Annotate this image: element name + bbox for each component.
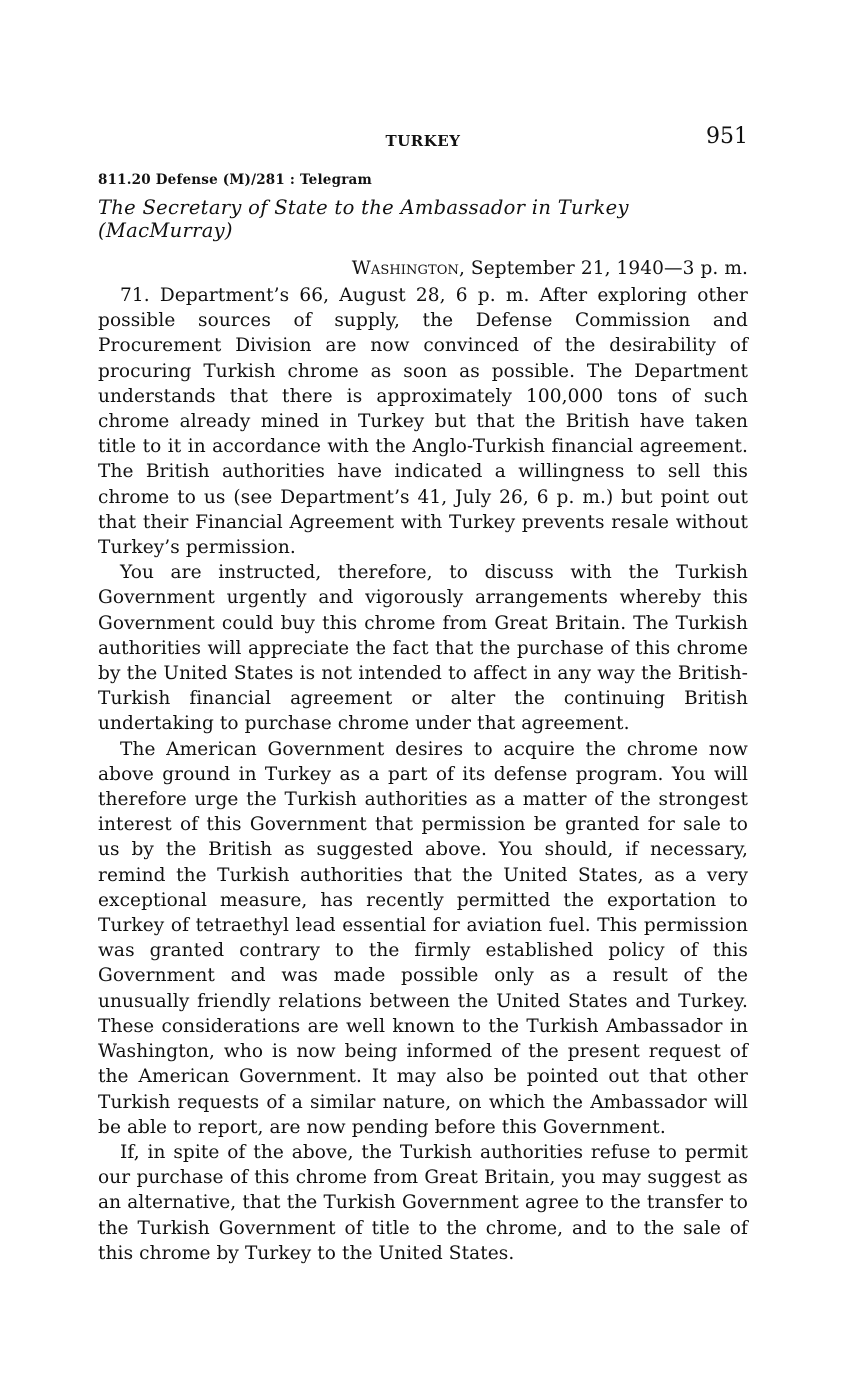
running-title: TURKEY [385, 132, 461, 150]
telegram-body [98, 283, 748, 1266]
file-reference: 811.20 Defense (M)/281 : Telegram [98, 172, 372, 188]
running-head [98, 118, 748, 158]
paragraph: 71. Department’s 66, August 28, 6 p. m. After exploring other possible sources of supply, the Defense Commission and Procurement Division are now convinced of the desirability of procuring Turkish chrome as soon as possible. The Department understands that there is approximately 100,000 tons of such chrome already mined in Turkey but that the British have taken title to it in accordance with the Anglo-Turkish financial agreement. The British authorities have indicated a willingness to sell this chrome to us (see Department’s 41, July 26, 6 p. m.) but point out that their Financial Agreement with Turkey prevents resale without Turkey’s permission. [98, 285, 748, 559]
paragraph: The American Government desires to acquire the chrome now above ground in Turkey as a part of its defense program. You will therefore urge the Turkish authorities as a matter of the strongest interest of this Government that permission be granted for sale to us by the British as suggested above. You should, if necessary, remind the Turkish authorities that the United States, as a very exceptional measure, has recently permitted the exportation to Turkey of tetraethyl lead essential for aviation fuel. This permission was granted contrary to the firmly established policy of this Government and was made possible only as a result of the unusually friendly relations between the United States and Turkey. These considerations are well known to the Turkish Ambassador in Washington, who is now being informed of the present request of the American Government. It may also be pointed out that other Turkish requests of a similar nature, on which the Ambassador will be able to report, are now pending before this Government. [98, 738, 748, 1138]
document-title: The Secretary of State to the Ambassador in Turkey (MacMurray) [98, 196, 629, 242]
dateline-place: Washington [351, 258, 459, 279]
paragraph: You are instructed, therefore, to discuss with the Turkish Government urgently and vigorously arrangements whereby this Government could buy this chrome from Great Britain. The Turkish authorities will appreciate the fact that the purchase of this chrome by the United States is not intended to affect in any way the British-Turkish financial agreement or alter the continuing British undertaking to purchase chrome under that agreement. [98, 562, 748, 735]
document-page [98, 118, 748, 1266]
dateline [98, 258, 748, 279]
page-number: 951 [706, 124, 748, 149]
paragraph: If, in spite of the above, the Turkish authorities refuse to permit our purchase of this chrome from Great Britain, you may suggest as an alternative, that the Turkish Government agree to the transfer to the Turkish Government of title to the chrome, and to the sale of this chrome by Turkey to the United States. [98, 1141, 748, 1264]
dateline-date: , September 21, 1940—3 p. m. [458, 258, 748, 279]
